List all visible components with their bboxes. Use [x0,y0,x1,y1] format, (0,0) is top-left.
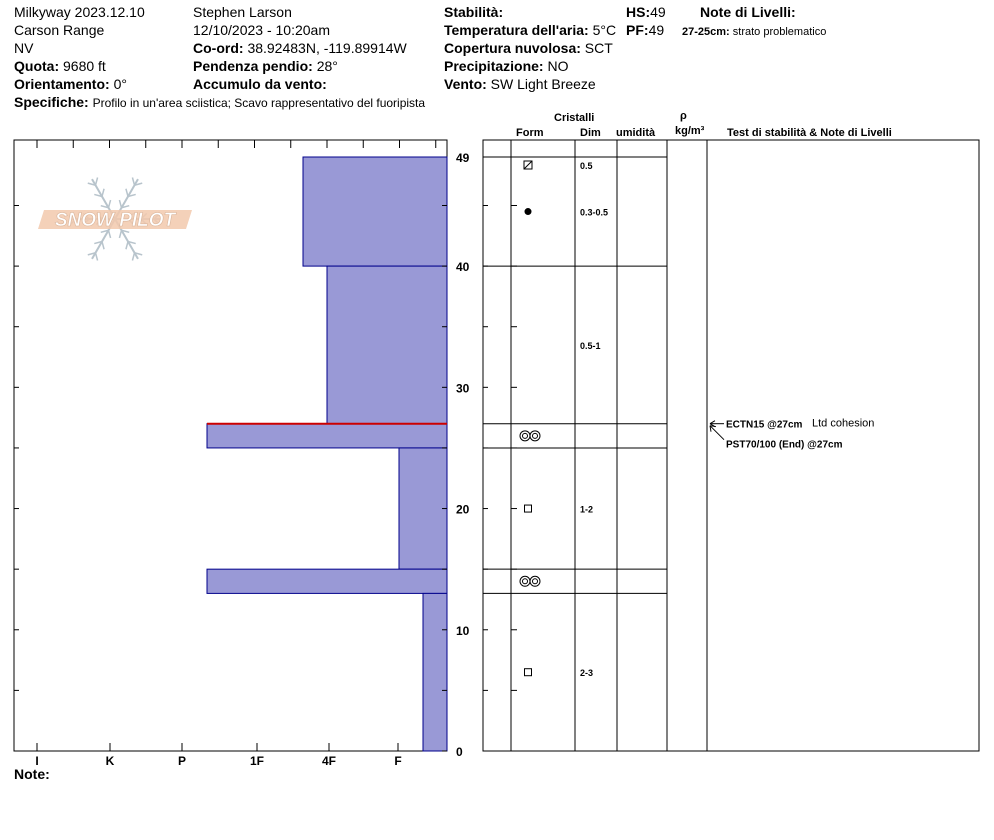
tests-header: Test di stabilità & Note di Livelli [727,127,892,139]
coord-label: Co-ord: [193,40,244,56]
hardness-bar-2 [207,424,447,448]
hardness-bar-3 [399,448,447,569]
test-label-2: PST70/100 (End) @27cm [726,439,843,451]
hardness-tick-label: P [177,754,187,768]
faceted-icon [525,669,532,676]
y-tick-label: 20 [456,502,470,517]
stability-label: Stabilità: [444,4,504,20]
coord-value: 38.92483N, -119.89914W [247,40,407,56]
hardness-tick-label: I [35,754,39,768]
hardness-bar-5 [423,593,447,751]
pit-title: Milkyway 2023.12.10 [14,4,145,20]
observer: Stephen Larson [193,4,292,20]
precip-label: Precipitazione: [444,58,544,74]
layer-note-text: strato problematico [732,26,827,38]
hardness-tick-label: F [394,754,402,768]
snowflake-icon-branch [132,253,134,261]
specifics-label: Specifiche: [14,94,89,110]
crystals-header: Cristalli [554,112,595,124]
crystal-size: 1-2 [580,504,594,515]
snowflake-icon-branch [119,200,121,208]
snowflake-icon-branch [109,230,111,238]
wind-value: SW Light Breeze [490,76,596,92]
wind-label: Vento: [444,76,487,92]
rounded-grain-icon [525,208,532,215]
snowflake-icon-branch [132,177,134,185]
melt-freeze-icon-inner [523,433,528,438]
layer-note-depth: 27-25cm: [682,26,730,38]
melt-freeze-icon-inner [523,579,528,584]
hardness-tick-label: K [105,754,115,768]
test-note-1: Ltd cohesion [812,417,875,430]
pf-label: PF: [626,22,649,38]
aspect-value: 0° [113,76,127,92]
slope-value: 28° [316,58,338,74]
snowflake-icon-branch [109,200,111,208]
snowflake-icon-branch [126,189,128,197]
hs-label: HS: [626,4,651,20]
notes-label: Note: [14,766,50,782]
layer-notes-label: Note di Livelli: [700,4,796,20]
snowflake-icon-branch [102,189,104,197]
hardness-bar-0 [303,157,447,266]
slope-label: Pendenza pendio: [193,58,313,74]
state: NV [14,40,34,56]
logo-text: SNOW PILOT [54,210,176,231]
air-temp-value: 5°C [592,22,617,38]
y-tick-label: 0 [456,745,463,759]
mountain-range: Carson Range [14,22,105,38]
snowflake-icon-branch [126,242,128,250]
pf-value: 49 [648,22,665,38]
crystal-size: 0.5-1 [580,340,601,351]
hardness-bar-1 [327,266,447,424]
precip-value: NO [547,58,569,74]
crystal-size: 0.5 [580,161,593,171]
y-tick-label: 30 [456,381,470,396]
melt-freeze-icon-2 [530,431,540,441]
moisture-header: umidità [616,127,656,139]
melt-freeze-icon-2-inner [533,579,538,584]
specifics-value: Profilo in un'area sciistica; Scavo rappresentativo del fuoripista [92,96,426,110]
cloud-value: SCT [584,40,613,56]
melt-freeze-icon-2-inner [533,433,538,438]
hardness-tick-label: 1F [249,754,265,768]
test-arrow-2 [710,426,724,440]
cloud-label: Copertura nuvolosa: [444,40,581,56]
elevation-value: 9680 ft [63,58,106,74]
faceted-icon [525,505,532,512]
crystal-size: 0.3-0.5 [580,207,609,218]
y-tick-label: 49 [456,151,470,165]
hs-value: 49 [650,4,666,20]
melt-freeze-icon [520,431,530,441]
wind-loading-label: Accumulo da vento: [193,76,327,92]
test-label-1: ECTN15 @27cm [726,419,803,431]
decomposing-icon-slash [524,161,532,169]
melt-freeze-icon [520,576,530,586]
aspect-label: Orientamento: [14,76,110,92]
rho-header: ρ [680,110,687,122]
hardness-tick-label: 4F [321,754,337,768]
snowflake-icon-branch [96,253,98,261]
snowflake-icon-branch [96,177,98,185]
crystal-size: 2-3 [580,668,594,679]
elevation-label: Quota: [14,58,60,74]
density-unit-header: kg/m³ [675,125,705,137]
form-header: Form [516,127,544,139]
hardness-bar-4 [207,569,447,593]
size-header: Dim [580,127,601,139]
air-temp-label: Temperatura dell'aria: [444,22,589,38]
datetime: 12/10/2023 - 10:20am [193,22,330,38]
y-tick-label: 10 [456,623,470,638]
snowflake-icon-branch [102,242,104,250]
snowflake-icon-branch [119,230,121,238]
melt-freeze-icon-2 [530,576,540,586]
y-tick-label: 40 [456,260,470,275]
